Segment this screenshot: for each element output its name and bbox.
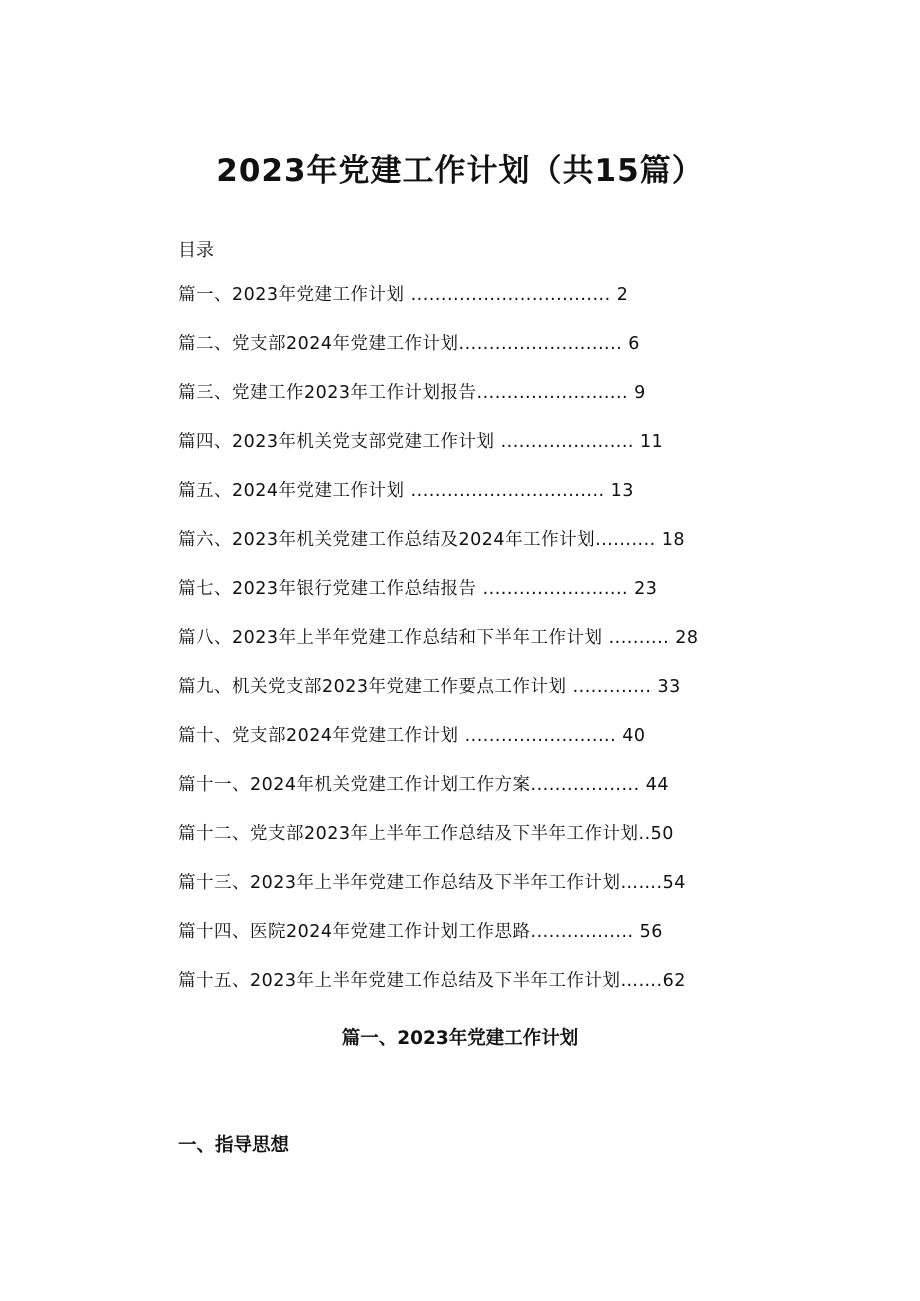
toc-item[interactable]: 篇十、党支部2024年党建工作计划 ......................... 40 [178, 726, 646, 746]
section-heading: 篇一、2023年党建工作计划 [341, 1028, 579, 1049]
toc-item[interactable]: 篇十五、2023年上半年党建工作总结及下半年工作计划…….62 [178, 971, 686, 991]
toc-item[interactable]: 篇十四、医院2024年党建工作计划工作思路................. 56 [178, 922, 663, 942]
toc-item[interactable]: 篇十三、2023年上半年党建工作总结及下半年工作计划…….54 [178, 873, 686, 893]
toc-item[interactable]: 篇五、2024年党建工作计划 ................................ 13 [178, 481, 634, 501]
document-title: 2023年党建工作计划（共15篇） [216, 153, 704, 189]
toc-item[interactable]: 篇十二、党支部2023年上半年工作总结及下半年工作计划..50 [178, 824, 674, 844]
toc-item[interactable]: 篇六、2023年机关党建工作总结及2024年工作计划.......... 18 [178, 530, 686, 550]
toc-item[interactable]: 篇四、2023年机关党支部党建工作计划 ...................... 11 [178, 432, 664, 452]
toc-item[interactable]: 篇三、党建工作2023年工作计划报告......................... 9 [178, 383, 646, 403]
toc-item[interactable]: 篇八、2023年上半年党建工作总结和下半年工作计划 .......... 28 [178, 628, 699, 648]
toc-item[interactable]: 篇七、2023年银行党建工作总结报告 ........................ 23 [178, 579, 658, 599]
toc-heading: 目录 [178, 240, 214, 261]
toc-item[interactable]: 篇二、党支部2024年党建工作计划........................... 6 [178, 334, 640, 354]
sub-heading: 一、指导思想 [178, 1135, 290, 1156]
toc-item[interactable]: 篇十一、2024年机关党建工作计划工作方案.................. 44 [178, 775, 669, 795]
toc-item[interactable]: 篇九、机关党支部2023年党建工作要点工作计划 ............. 33 [178, 677, 681, 697]
toc-item[interactable]: 篇一、2023年党建工作计划 ................................. 2 [178, 285, 629, 305]
